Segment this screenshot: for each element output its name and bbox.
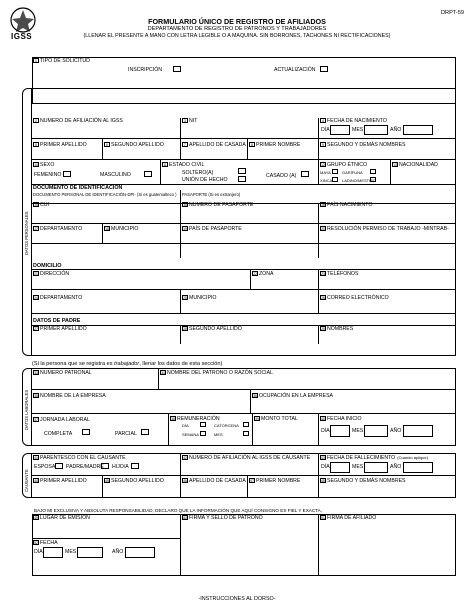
start-day-label: DÍA <box>321 428 330 434</box>
garifuna-checkbox[interactable] <box>370 169 376 174</box>
esposa-label: ESPOSA <box>34 464 56 470</box>
ladino-checkbox[interactable] <box>370 177 376 182</box>
start-month-label: MES <box>352 428 364 434</box>
actualizacion-label: ACTUALIZACIÓN <box>274 67 316 73</box>
birth-day-input[interactable] <box>330 125 350 135</box>
soltero-label: SOLTERO(A) <box>182 170 214 176</box>
field-38-label: 38 REMUNERACIÓN <box>171 416 220 422</box>
field-20-label: 20 RESOLUCIÓN PERMISO DE TRABAJO -MINTRAB- <box>321 226 449 232</box>
start-year-label: AÑO <box>390 428 402 434</box>
union-checkbox[interactable] <box>238 176 246 182</box>
sign-year-input[interactable] <box>125 547 155 558</box>
completa-label: COMPLETA <box>44 431 73 437</box>
ladino-label: LADINO/MESTIZO <box>342 178 376 183</box>
field-22-label: 22 ZONA <box>253 271 274 277</box>
field-4-label: 4 FECHA DE NACIMIENTO <box>320 118 387 124</box>
padre-title: DATOS DE PADRE <box>33 318 81 324</box>
field-19-label: 19 PAÍS DE PASAPORTE <box>183 226 242 232</box>
field-50-label: 50 FIRMA Y SELLO DE PATRONO <box>183 515 263 521</box>
pasaporte-label: PASAPORTE (Si es extranjero) <box>182 192 241 197</box>
field-43-label: 43 FECHA DE FALLECIMIENTO (Cuando aplique) <box>321 455 428 461</box>
sign-day-input[interactable] <box>43 547 63 558</box>
field-18-label: 18 MUNICIPIO <box>105 226 139 232</box>
field-35-label: 35 NOMBRE DE LA EMPRESA <box>34 393 106 399</box>
field-17-label: 17 DEPARTAMENTO <box>34 226 83 232</box>
rem-catorcena-label: CATORCENA <box>214 423 239 428</box>
domicilio-title: DOMICILIO <box>33 263 62 269</box>
field-36-label: 36 OCUPACIÓN EN LA EMPRESA <box>253 393 333 399</box>
start-day-input[interactable] <box>330 425 350 437</box>
field-9-label: 9 SEGUNDO Y DEMÁS NOMBRES <box>320 142 406 148</box>
field-26-label: 26 CORREO ELECTRÓNICO <box>321 295 389 301</box>
field-29-label: 29 NOMBRES <box>321 326 354 332</box>
casado-label: CASADO (A) <box>266 173 297 179</box>
field-47-label: 47 PRIMER NOMBRE <box>250 478 301 484</box>
union-label: UNIÓN DE HECHO <box>182 177 228 183</box>
sign-year-label: AÑO <box>112 549 124 555</box>
sign-month-input[interactable] <box>77 547 103 558</box>
actualizacion-checkbox[interactable] <box>320 66 328 72</box>
death-year-input[interactable] <box>403 462 433 473</box>
field-21-label: 21 DIRECCIÓN <box>34 271 70 277</box>
rem-catorcena-checkbox[interactable] <box>243 422 249 427</box>
dpi-label: DOCUMENTO PERSONAL DE IDENTIFICACIÓN-DPI- (Si es guatemalteco ) <box>33 192 177 197</box>
id-section-title: DOCUMENTO DE IDENTIFICACIÓN <box>33 185 123 191</box>
worker-note: (Si la persona que se registra es trabajador, llenar los datos de esta sección) <box>32 361 223 367</box>
footer-note: -INSTRUCCIONES AL DORSO- <box>198 596 276 602</box>
labor-data-side-label: DATOS LABORALES <box>24 389 29 430</box>
form-subtitle: DEPARTAMENTO DE REGISTRO DE PATRONOS Y TRABAJADORES <box>147 26 327 32</box>
death-day-input[interactable] <box>330 462 350 473</box>
field-16-label: 16 PAÍS NACIMIENTO <box>321 202 373 208</box>
field-34-label: 34 NOMBRE DEL PATRONO O RAZÓN SOCIAL <box>161 370 273 376</box>
field-13-label: 13 NACIONALIDAD <box>393 162 438 168</box>
maya-label: MAYA <box>320 170 331 175</box>
rem-semana-checkbox[interactable] <box>200 431 206 436</box>
birth-month-label: MES <box>352 127 364 133</box>
padre-madre-label: PADRE/MADRE <box>66 464 104 470</box>
field-51-label: 51 FIRMA DE AFILIADO <box>321 515 377 521</box>
field-52-label: 52 FECHA <box>34 540 58 546</box>
hijo-checkbox[interactable] <box>131 463 139 469</box>
field-25-label: 25 MUNICIPIO <box>183 295 217 301</box>
rem-dia-checkbox[interactable] <box>200 422 206 427</box>
birth-year-input[interactable] <box>403 125 433 135</box>
soltero-checkbox[interactable] <box>238 168 246 174</box>
personal-data-side-label: DATOS PERSONALES <box>24 211 29 255</box>
hijo-label: HIJO/A <box>112 464 129 470</box>
rem-dia-label: DÍA <box>182 423 189 428</box>
field-48-label: 48 SEGUNDO Y DEMÁS NOMBRES <box>321 478 406 484</box>
sign-day-label: DÍA <box>34 549 43 555</box>
causante-side-label: CAUSANTE <box>24 469 29 492</box>
field-1-label: 1 TIPO DE SOLICITUD <box>33 58 90 64</box>
doc-code: DRPT-59 <box>441 10 465 16</box>
start-month-input[interactable] <box>364 425 388 437</box>
birth-year-label: AÑO <box>390 127 402 133</box>
parcial-checkbox[interactable] <box>141 429 149 435</box>
field-33-label: 33 NUMERO PATRONAL <box>34 370 92 376</box>
masculino-checkbox[interactable] <box>144 171 152 177</box>
field-28-label: 28 SEGUNDO APELLIDO <box>183 326 242 332</box>
xinca-checkbox[interactable] <box>332 177 338 182</box>
garifuna-label: GARÍFUNA <box>342 170 363 175</box>
start-year-input[interactable] <box>403 425 433 437</box>
field-15-label: 15 NUMERO DE PASAPORTE <box>183 202 254 208</box>
field-44-label: 44 PRIMER APELLIDO <box>34 478 87 484</box>
death-year-label: AÑO <box>390 464 402 470</box>
field-37-label: 37 JORNADA LABORAL <box>34 417 90 423</box>
field-27-label: 27 PRIMER APELLIDO <box>34 326 87 332</box>
inscripcion-checkbox[interactable] <box>173 66 181 72</box>
field-12-label: 12 GRUPO ÉTNICO <box>321 162 368 168</box>
birth-month-input[interactable] <box>364 125 388 135</box>
maya-checkbox[interactable] <box>332 169 338 174</box>
form-instructions: (LLENAR EL PRESENTE A MANO CON LETRA LEGIBLE O A MAQUINA. SIN BORRONES, TACHONES NI RECTIFICACIONES) <box>83 33 391 39</box>
logo-text: IGSS <box>11 32 33 41</box>
field-24-label: 24 DEPARTAMENTO <box>34 295 83 301</box>
declaration: BAJO MI EXCLUSIVA Y ABSOLUTA RESPONSABILIDAD, DECLARO QUE LA INFORMACIÓN QUE AQUÍ CONSIGNO ES FIEL Y EXACTA. <box>34 508 322 513</box>
death-day-label: DÍA <box>321 464 330 470</box>
esposa-checkbox[interactable] <box>55 463 63 469</box>
field-45-label: 45 SEGUNDO APELLIDO <box>105 478 164 484</box>
death-month-input[interactable] <box>364 462 388 473</box>
field-10-label: 10 SEXO <box>34 162 55 168</box>
inscripcion-label: INSCRIPCIÓN <box>128 67 163 73</box>
femenino-checkbox[interactable] <box>63 171 71 177</box>
sign-month-label: MES <box>65 549 77 555</box>
field-46-label: 46 APELLIDO DE CASADA <box>183 478 246 484</box>
rem-mes-label: MES <box>214 432 223 437</box>
field-8-label: 8 PRIMER NOMBRE <box>249 142 300 148</box>
signature-section <box>32 514 456 576</box>
rem-mes-checkbox[interactable] <box>243 431 249 436</box>
field-42-label: 42 NUMERO DE AFILIACIÓN AL IGSS DE CAUSANTE <box>183 455 311 461</box>
field-23-label: 23 TELÉFONOS <box>321 271 359 277</box>
field-2-label: 2 NUMERO DE AFILIACIÓN AL IGSS <box>33 118 123 124</box>
form-title: FORMULARIO ÚNICO DE REGISTRO DE AFILIADOS <box>148 17 326 26</box>
masculino-label: MASCULINO <box>100 172 131 178</box>
death-month-label: MES <box>352 464 364 470</box>
field-11-label: 11 ESTADO CIVIL <box>163 162 205 168</box>
field-7-label: 7 APELLIDO DE CASADA <box>182 142 246 148</box>
field-40-label: 40 FECHA INICIO <box>321 416 362 422</box>
field-39-label: 39 MONTO TOTAL <box>255 416 298 422</box>
casado-checkbox[interactable] <box>301 171 309 177</box>
padre-madre-checkbox[interactable] <box>101 463 109 469</box>
xinca-label: XINCA <box>320 178 333 183</box>
completa-checkbox[interactable] <box>82 429 90 435</box>
femenino-label: FEMENINO <box>34 172 62 178</box>
parcial-label: PARCIAL <box>115 431 137 437</box>
rem-semana-label: SEMANA <box>182 432 199 437</box>
field-3-label: 3 NIT <box>182 118 197 124</box>
field-5-label: 5 PRIMER APELLIDO <box>33 142 87 148</box>
field-49-label: 49 LUGAR DE EMISIÓN <box>34 515 90 521</box>
field-14-label: 14 CUI <box>34 202 49 208</box>
field-41-label: 41 PARENTESCO CON EL CAUSANTE <box>34 455 126 461</box>
birth-day-label: DÍA <box>321 127 330 133</box>
field-6-label: 6 SEGUNDO APELLIDO <box>104 142 164 148</box>
